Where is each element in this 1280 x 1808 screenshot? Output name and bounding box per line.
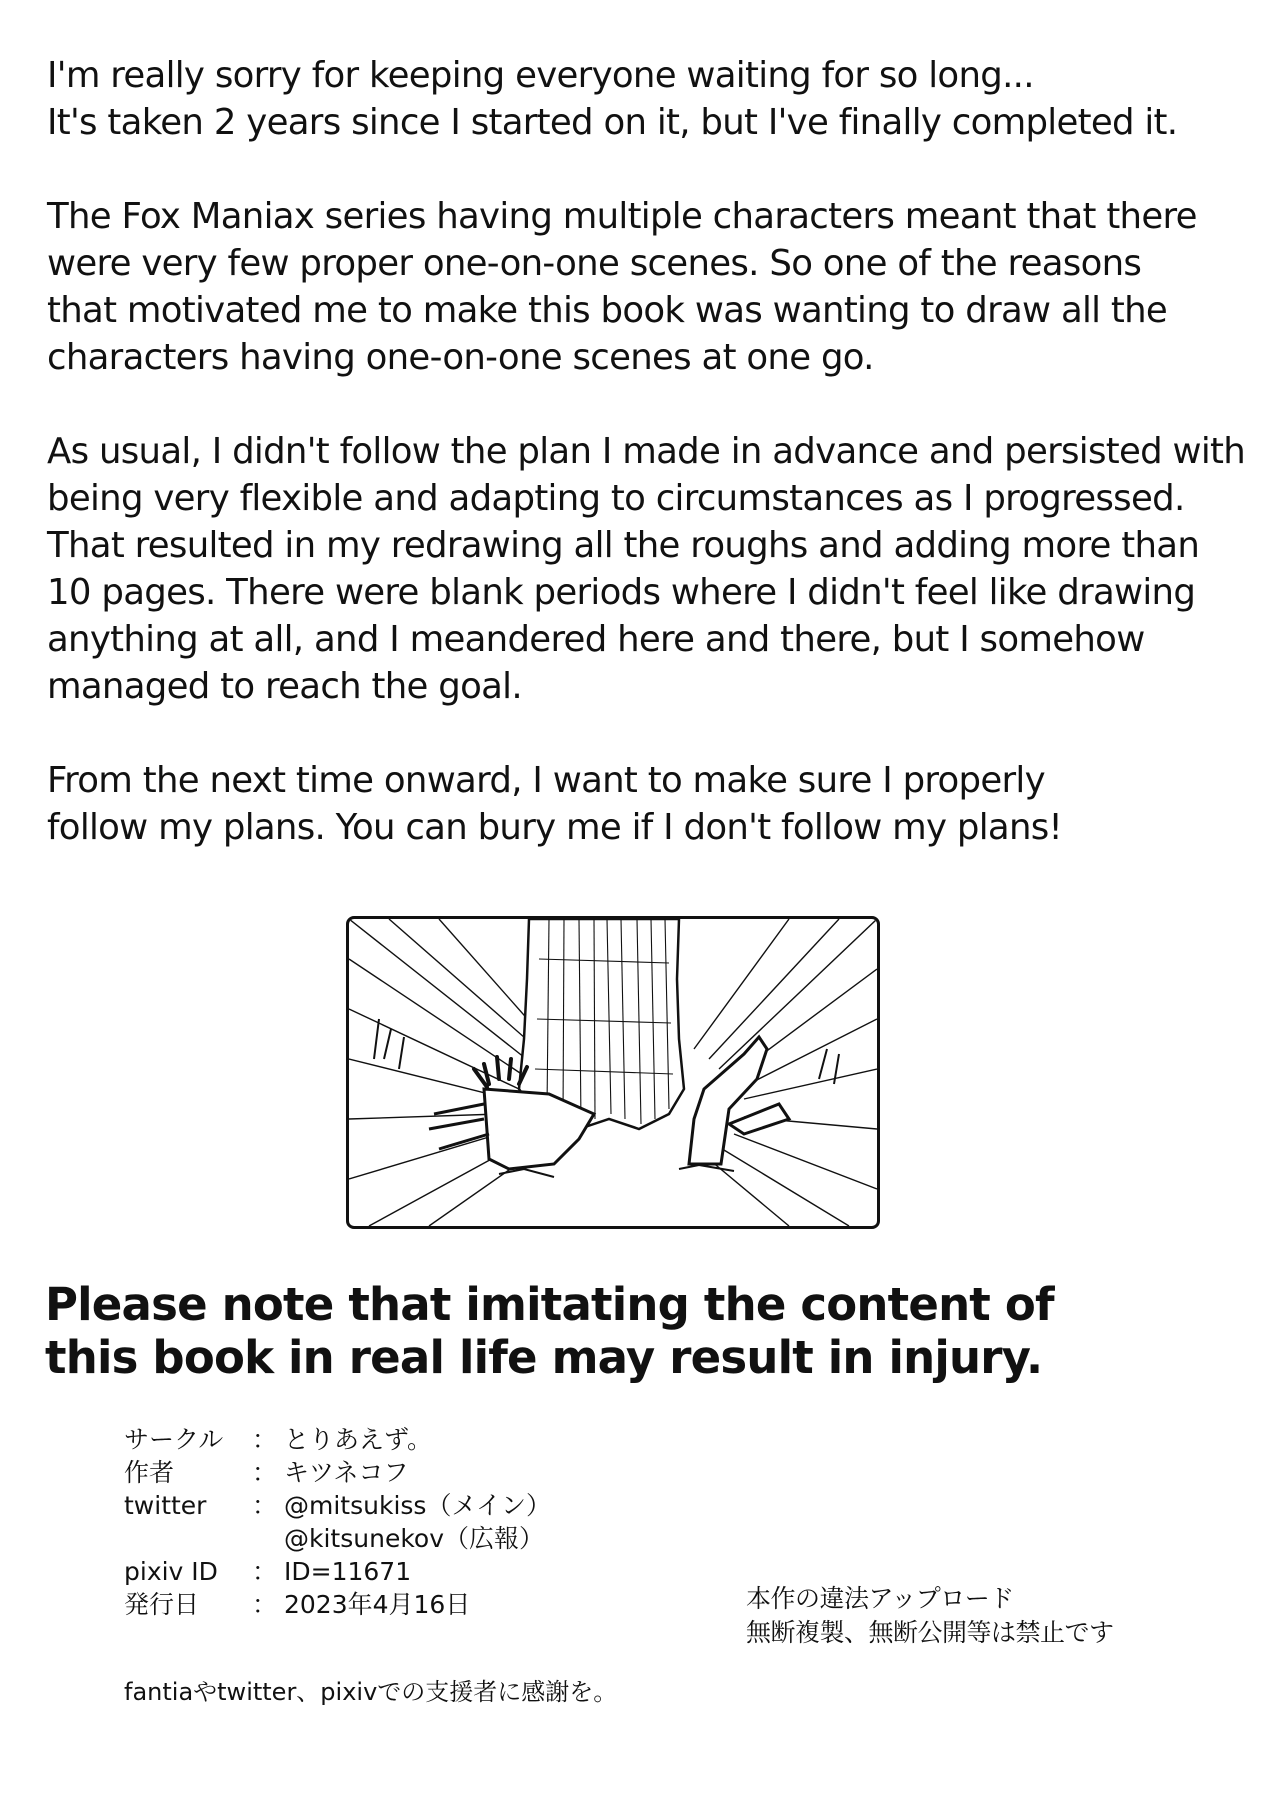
- afterword-paragraph-3: [47, 428, 1257, 710]
- colophon: [124, 1423, 551, 1621]
- colophon-value: @mitsukiss（メイン）: [284, 1491, 551, 1520]
- afterword-line: The Fox Maniax series having multiple characters meant that there: [47, 196, 1197, 237]
- colophon-value: 2023年4月16日: [284, 1590, 471, 1619]
- colophon-label: 発行日: [124, 1590, 200, 1619]
- colophon-value: キツネコフ: [284, 1458, 409, 1487]
- colophon-row-author: [124, 1456, 551, 1489]
- colophon-label: twitter: [124, 1491, 207, 1520]
- afterword-paragraph-4: [47, 757, 1257, 851]
- colophon-row-twitter-secondary: [124, 1522, 551, 1555]
- colophon-label: pixiv ID: [124, 1557, 218, 1586]
- buried-figure-right: [689, 1037, 789, 1164]
- colophon-label: サークル: [124, 1425, 224, 1454]
- colophon-value: ID=11671: [284, 1557, 412, 1586]
- buried-characters-drawing: [349, 919, 877, 1226]
- afterword-paragraph-1: [47, 52, 1257, 146]
- afterword-line: characters having one-on-one scenes at one go.: [47, 337, 874, 378]
- afterword-line: that motivated me to make this book was wanting to draw all the: [47, 290, 1168, 331]
- colophon-label: 作者: [124, 1458, 175, 1487]
- notice-line: 無断複製、無断公開等は禁止です: [746, 1618, 1114, 1647]
- afterword-line: From the next time onward, I want to make sure I properly: [47, 760, 1045, 801]
- colophon-separator: ：: [252, 1491, 278, 1520]
- notice-line: 本作の違法アップロード: [746, 1584, 1014, 1613]
- afterword-line: As usual, I didn't follow the plan I made in advance and persisted with: [47, 431, 1246, 472]
- warning-line: this book in real life may result in injury.: [45, 1331, 1043, 1384]
- afterword-line: were very few proper one-on-one scenes. So one of the reasons: [47, 243, 1142, 284]
- colophon-value: @kitsunekov（広報）: [284, 1524, 544, 1553]
- colophon-separator: ：: [252, 1590, 278, 1619]
- warning-line: Please note that imitating the content of: [45, 1278, 1054, 1331]
- colophon-row-pixiv: [124, 1555, 551, 1588]
- afterword-line: It's taken 2 years since I started on it, but I've finally completed it.: [47, 102, 1178, 143]
- afterword-paragraph-2: [47, 193, 1257, 381]
- afterword-line: being very flexible and adapting to circumstances as I progressed.: [47, 478, 1185, 519]
- afterword-line: That resulted in my redrawing all the roughs and adding more than: [47, 525, 1200, 566]
- colophon-separator: ：: [252, 1458, 278, 1487]
- colophon-label: [124, 1522, 252, 1555]
- colophon-value: とりあえず。: [284, 1425, 433, 1454]
- afterword-line: follow my plans. You can bury me if I don't follow my plans!: [47, 807, 1063, 848]
- afterword-text: [47, 52, 1257, 898]
- afterword-line: 10 pages. There were blank periods where I didn't feel like drawing: [47, 572, 1196, 613]
- copyright-notice: [746, 1582, 1114, 1650]
- colophon-row-circle: [124, 1423, 551, 1456]
- colophon-row-twitter: [124, 1489, 551, 1522]
- colophon-separator: ：: [252, 1557, 278, 1586]
- afterword-line: anything at all, and I meandered here and there, but I somehow: [47, 619, 1145, 660]
- colophon-separator: ：: [252, 1425, 278, 1454]
- afterword-line: managed to reach the goal.: [47, 666, 522, 707]
- comic-panel-illustration: [346, 916, 880, 1229]
- injury-warning: [45, 1278, 1245, 1384]
- colophon-row-date: [124, 1588, 551, 1621]
- colophon-separator: [252, 1522, 284, 1555]
- supporter-thanks: fantiaやtwitter、pixivでの支援者に感謝を。: [124, 1678, 618, 1706]
- afterword-line: I'm really sorry for keeping everyone waiting for so long...: [47, 55, 1034, 96]
